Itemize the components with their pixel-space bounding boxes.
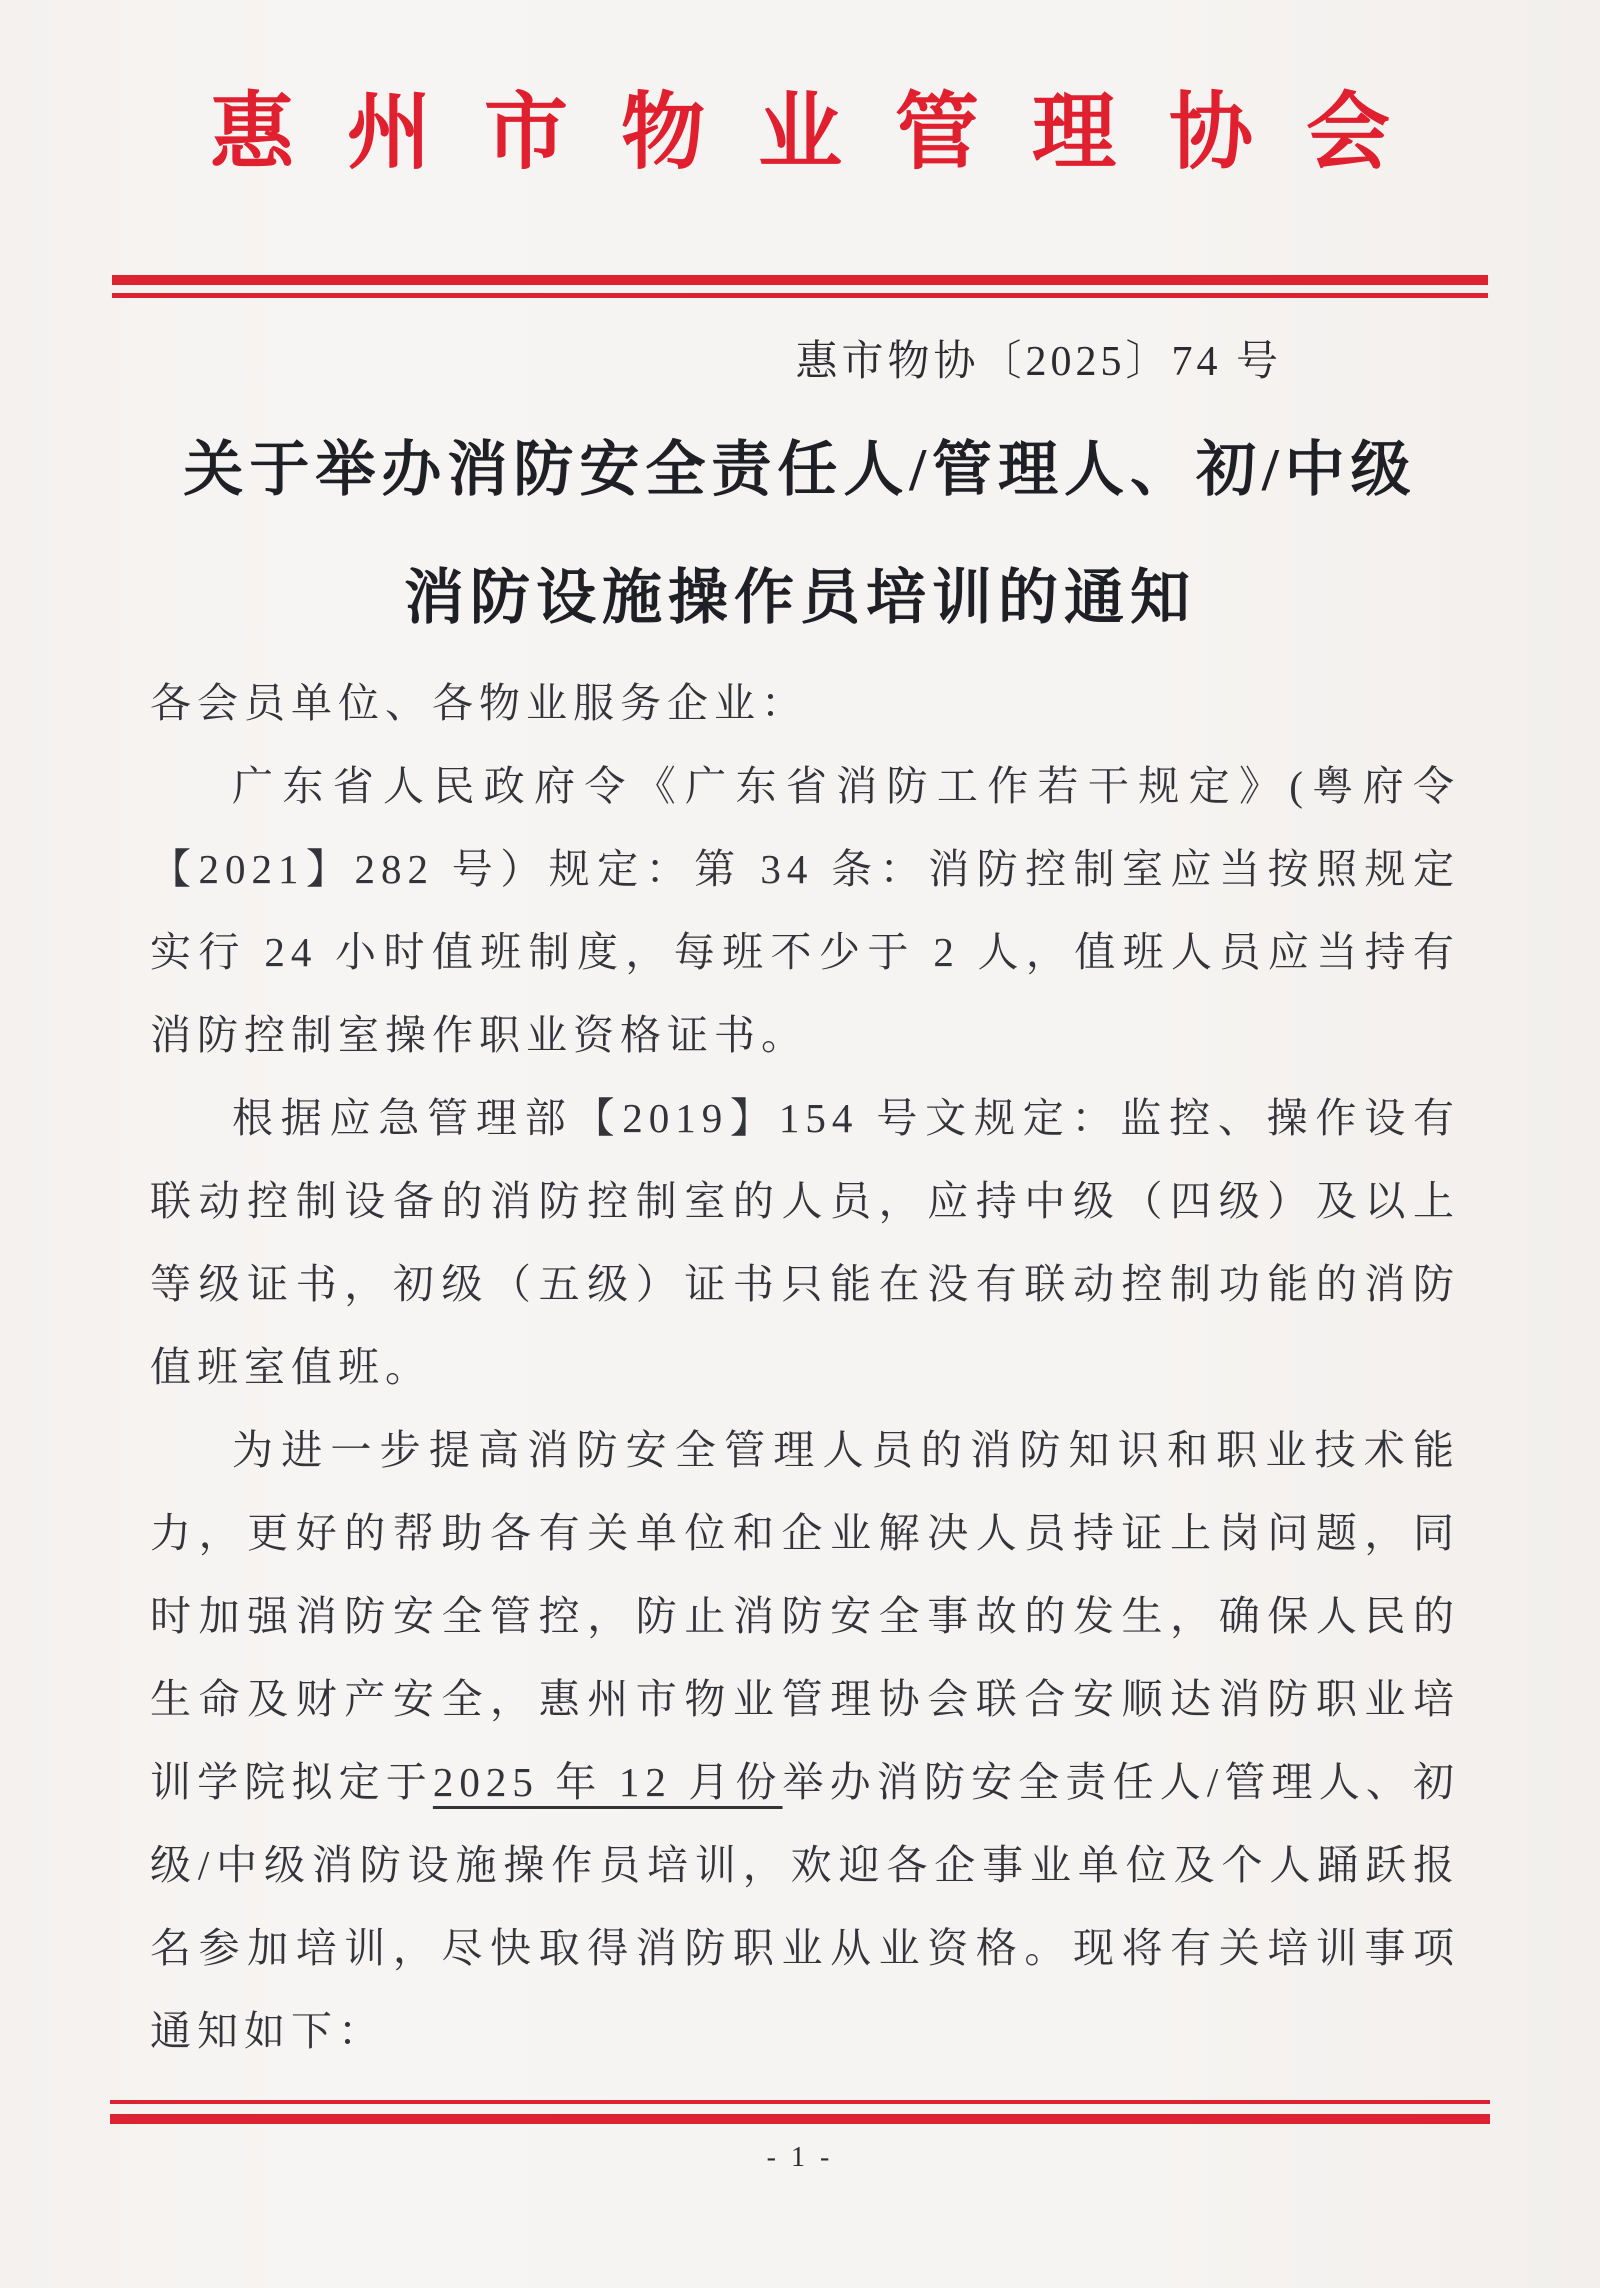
header-divider bbox=[112, 275, 1488, 298]
notice-body bbox=[0, 662, 1600, 2073]
footer-divider bbox=[110, 2100, 1490, 2124]
page-number: - 1 - bbox=[766, 2142, 834, 2173]
footer-divider-thick-line bbox=[110, 2114, 1490, 2124]
header-divider-thick-line bbox=[112, 275, 1488, 285]
paragraph-2: 根据应急管理部【2019】154 号文规定：监控、操作设有联动控制设备的消防控制室的人员，应持中级（四级）及以上等级证书，初级（五级）证书只能在没有联动控制功能的消防值班室值班。 bbox=[150, 1094, 1460, 1390]
paragraph-3-text-before: 为进一步提高消防安全管理人员的消防知识和职业技术能力，更好的帮助各有关单位和企业解决人员持证上岗问题，同时加强消防安全管控，防止消防安全事故的发生，确保人民的生命及财产安全，惠州市物业管理协会联合安顺达消防职业培训学院拟定于 bbox=[150, 1426, 1460, 1805]
paragraph-1: 广东省人民政府令《广东省消防工作若干规定》(粤府令【2021】282 号）规定：第 34 条：消防控制室应当按照规定实行 24 小时值班制度，每班不少于 2 人，值班人员应当持有消防控制室操作职业资格证书。 bbox=[150, 762, 1460, 1058]
notice-title-line-2: 消防设施操作员培训的通知 bbox=[404, 564, 1196, 631]
org-title: 惠 州 市 物 业 管 理 协 会 bbox=[209, 87, 1406, 180]
underlined-training-date: 2025 年 12 月份 bbox=[432, 1758, 783, 1805]
header-divider-thin-line bbox=[112, 293, 1488, 298]
notice-title-line-1: 关于举办消防安全责任人/管理人、初/中级 bbox=[183, 436, 1417, 503]
doc-number: 惠市物协〔2025〕74 号 bbox=[795, 338, 1282, 385]
paragraph-3 bbox=[150, 1409, 1460, 2073]
paragraph-3-text-after: 举办消防安全责任人/管理人、初级/中级消防设施操作员培训，欢迎各企事业单位及个人踊跃报名参加培训，尽快取得消防职业从业资格。现将有关培训事项通知如下： bbox=[150, 1758, 1460, 2054]
notice-title bbox=[0, 406, 1600, 662]
salutation: 各会员单位、各物业服务企业： bbox=[150, 679, 808, 726]
footer-divider-thin-line bbox=[110, 2100, 1490, 2104]
